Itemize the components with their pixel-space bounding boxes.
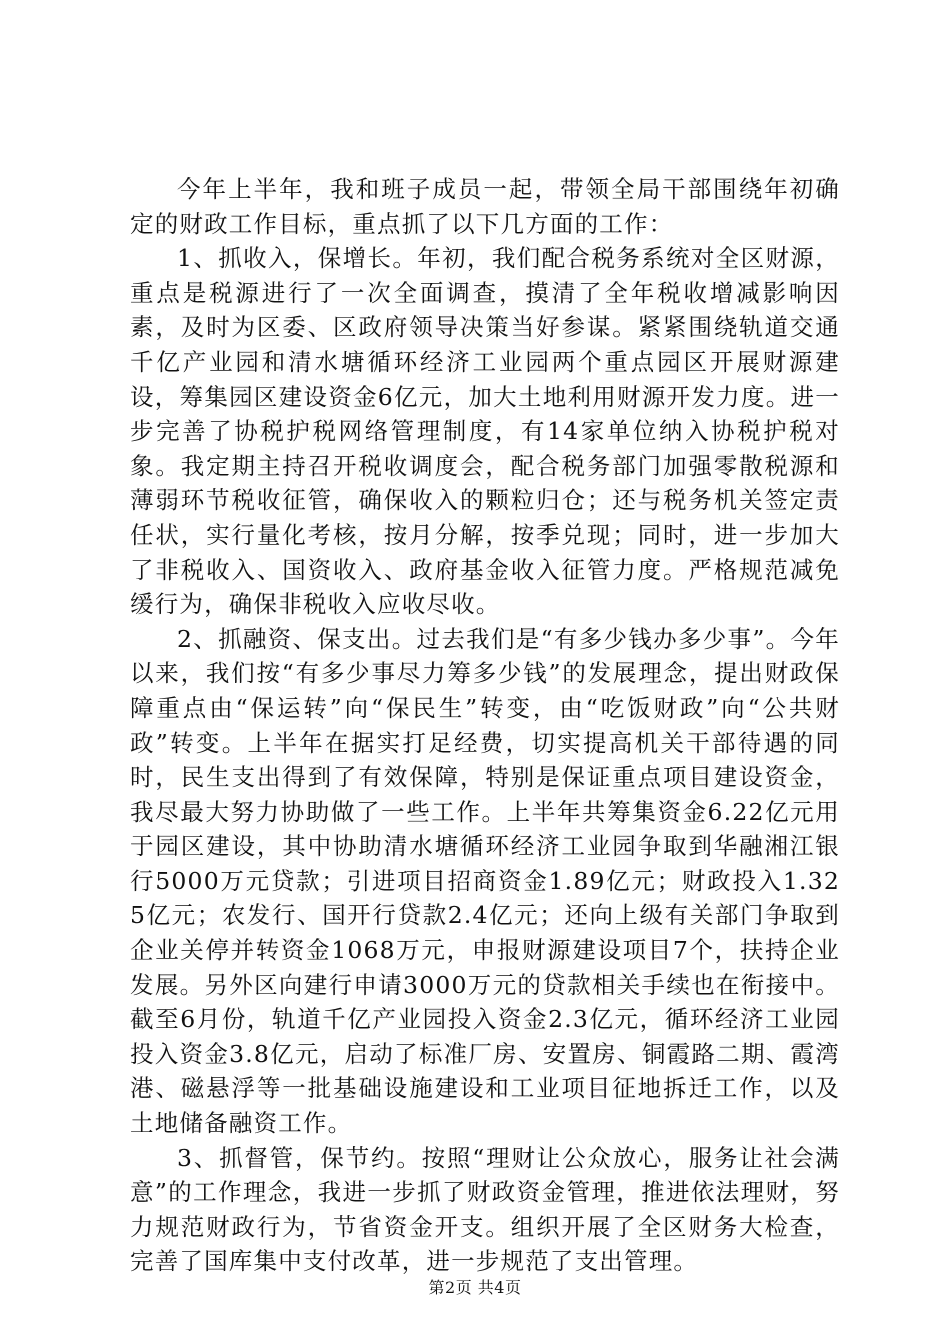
financing-paragraph: 2、抓融资、保支出。过去我们是“有多少钱办多少事”。今年以来，我们按“有多少事尽力筹多少钱”的发展理念，提出财政保障重点由“保运转”向“保民生”转变，由“吃饭财政”向“公共财政”转变。上半年在据实打足经费，切实提高机关干部待遇的同时，民生支出得到了有效保障，特别是保证重点项目建设资金，我尽最大努力协助做了一些工作。上半年共筹集资金6.22亿元用于园区建设，其中协助清水塘循环经济工业园争取到华融湘江银行5000万元贷款；引进项目招商资金1.89亿元；财政投入1.325亿元；农发行、国开行贷款2.4亿元；还向上级有关部门争取到企业关停并转资金1068万元，申报财源建设项目7个，扶持企业发展。另外区向建行申请3000万元的贷款相关手续也在衔接中。截至6月份，轨道千亿产业园投入资金2.3亿元，循环经济工业园投入资金3.8亿元，启动了标准厂房、安置房、铜霞路二期、霞湾港、磁悬浮等一批基础设施建设和工业项目征地拆迁工作，以及土地储备融资工作。 <box>130 624 840 1138</box>
page-number-footer: 第2页 共4页 <box>428 1278 522 1297</box>
intro-paragraph: 今年上半年，我和班子成员一起，带领全局干部围绕年初确定的财政工作目标，重点抓了以下几方面的工作： <box>130 175 840 238</box>
revenue-paragraph: 1、抓收入，保增长。年初，我们配合税务系统对全区财源，重点是税源进行了一次全面调查，摸清了全年税收增减影响因素，及时为区委、区政府领导决策当好参谋。紧紧围绕轨道交通千亿产业园和清水塘循环经济工业园两个重点园区开展财源建设，筹集园区建设资金6亿元，加大土地利用财源开发力度。进一步完善了协税护税网络管理制度，有14家单位纳入协税护税对象。我定期主持召开税收调度会，配合税务部门加强零散税源和薄弱环节税收征管，确保收入的颗粒归仓；还与税务机关签定责任状，实行量化考核，按月分解，按季兑现；同时，进一步加大了非税收入、国资收入、政府基金收入征管力度。严格规范减免缓行为，确保非税收入应收尽收。 <box>130 244 840 619</box>
supervision-paragraph: 3、抓督管，保节约。按照“理财让公众放心，服务让社会满意”的工作理念，我进一步抓了财政资金管理，推进依法理财，努力规范财政行为，节省资金开支。组织开展了全区财务大检查，完善了国库集中支付改革，进一步规范了支出管理。 <box>130 1143 840 1276</box>
document-body <box>130 172 840 1279</box>
